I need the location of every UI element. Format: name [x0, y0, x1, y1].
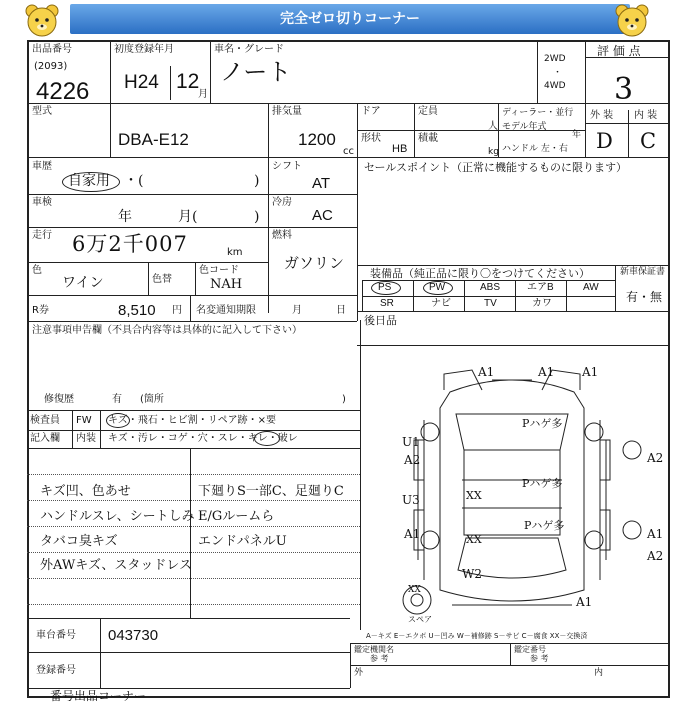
repair-value: 有	[112, 394, 122, 405]
fuel-value: ガソリン	[284, 254, 345, 272]
notes-title: 注意事項申告欄（不具合内容等は具体的に記入して下さい）	[32, 325, 302, 336]
remark-left-3: タバコ臭キズ	[40, 534, 118, 549]
warranty-value: 有・無	[626, 290, 663, 304]
door-label: ドア	[361, 106, 381, 117]
disp-unit: cc	[343, 146, 354, 157]
mascot-right-icon	[612, 2, 652, 40]
history-label: 車歴	[32, 161, 52, 172]
name-label: 車名・グレード	[214, 44, 284, 55]
disp-label: 排気量	[272, 106, 302, 117]
color-value: ワイン	[62, 275, 104, 291]
remark-right-3: エンドパネルU	[198, 534, 287, 549]
dmg-a1-1: A1	[478, 365, 495, 379]
reg-no-label: 登録番号	[36, 665, 76, 676]
car-diagram	[362, 350, 667, 630]
dmg-u1: U1	[402, 435, 420, 449]
equip-navi: ナビ	[431, 298, 451, 309]
inspector-row2-items: キズ・汚レ・コゲ・穴・スレ・キレ・破レ	[108, 433, 298, 444]
notice-day: 日	[336, 305, 346, 316]
dmg-paint-2: Pハゲ多	[522, 477, 563, 490]
equip-aw: AW	[583, 282, 599, 293]
cert-label: 鑑定機関名	[354, 645, 394, 654]
capacity-unit: 人	[488, 121, 498, 132]
cert-no-label: 鑑定番号	[514, 645, 546, 654]
model-label: 型式	[32, 106, 52, 117]
recycle-label: R券	[32, 305, 49, 316]
dmg-a2-left: A2	[404, 453, 421, 467]
dmg-xx-3: XX	[408, 585, 421, 595]
dmg-a1-rear: A1	[576, 595, 593, 609]
inspection-label: 車検	[32, 197, 52, 208]
capacity-label: 定員	[418, 106, 438, 117]
grade-label: 評 価 点	[597, 44, 641, 58]
equip-sr: SR	[380, 298, 394, 309]
int-grade-label: 内 装	[634, 110, 658, 121]
cert-sub: 参 考	[370, 654, 389, 663]
load-label: 積載	[418, 133, 438, 144]
ext-grade: D	[596, 129, 613, 153]
mileage-value: 6万2千007	[72, 232, 188, 256]
disp-value: 1200	[298, 130, 336, 149]
repair-place: (箇所	[140, 394, 164, 405]
insp-close: )	[254, 209, 260, 225]
chassis-value: 043730	[108, 627, 159, 644]
damage-legend: A－キズ E－エクボ U－凹み W－補修跡 S－サビ C－腐食 XX－交換済	[366, 632, 588, 640]
dmg-a1-3: A1	[582, 365, 599, 379]
kizu-circle	[106, 413, 130, 428]
bottom-int: 内	[594, 668, 604, 678]
shift-label: シフト	[272, 161, 302, 172]
grade-value: 3	[614, 72, 634, 107]
lot-sub: (2093)	[34, 61, 68, 72]
chassis-label: 車台番号	[36, 630, 76, 641]
rear-label: 後日品	[364, 314, 397, 327]
repair-label: 修復歴	[44, 394, 74, 405]
shape-label: 形状	[361, 133, 381, 144]
insp-month: 月(	[178, 209, 198, 225]
warranty-label: 新車保証書	[620, 267, 666, 277]
dmg-w2: W2	[462, 567, 482, 581]
inspector-row2-code: 内装	[76, 433, 96, 444]
color-code-label: 色コード	[199, 265, 239, 276]
dmg-a1-2: A1	[538, 365, 555, 379]
equipment-title: 装備品（純正品に限り〇をつけてください）	[370, 267, 590, 280]
color-code-value: NAH	[210, 277, 243, 292]
equip-airbag: エアB	[527, 282, 554, 293]
aircon-value: AC	[312, 207, 333, 224]
car-name: ノート	[220, 58, 292, 86]
remark-right-2: E/Gルームら	[198, 509, 275, 524]
fuel-label: 燃料	[272, 230, 292, 241]
equip-ps: PS	[378, 282, 392, 293]
equip-leather: カワ	[532, 298, 552, 309]
dmg-a2-bottom: A2	[647, 549, 664, 563]
load-unit: kg	[488, 147, 499, 157]
color-change-label: 色替	[152, 274, 172, 285]
equip-pw: PW	[429, 282, 446, 293]
inspector-row2-label: 記入欄	[30, 433, 60, 444]
reg-label: 初度登録年月	[114, 44, 174, 55]
remark-left-2: ハンドルスレ、シートしみ	[40, 509, 195, 524]
dealer-label: ディーラー・並行	[502, 108, 574, 118]
notice-month: 月	[292, 305, 302, 316]
reg-month-unit: 月	[198, 89, 208, 100]
remark-left-4: 外AWキズ、スタッドレス	[40, 558, 192, 573]
dmg-xx-2: XX	[466, 533, 482, 546]
mileage-unit: km	[227, 247, 243, 258]
repair-close: )	[342, 394, 346, 405]
reg-month: 12	[176, 70, 200, 93]
recycle-unit: 円	[172, 305, 182, 316]
model-year-label: モデル年式	[502, 122, 547, 132]
inspector-row1-code: FW	[76, 415, 92, 426]
banner-title: 完全ゼロ切りコーナー	[70, 4, 630, 34]
sales-title: セールスポイント（正常に機能するものに限ります）	[364, 161, 628, 174]
equip-abs: ABS	[480, 282, 501, 293]
drive-2wd: 2WD	[544, 54, 566, 64]
ext-grade-label: 外 装	[590, 110, 614, 121]
history-rest: ・(	[124, 173, 144, 189]
model-value: DBA-E12	[118, 130, 189, 149]
spare-label: スペア	[408, 615, 432, 624]
lot-label: 出品番号	[32, 44, 72, 55]
sure-circle	[254, 431, 280, 446]
model-year-unit: 年	[572, 130, 582, 140]
cut-text: 番号出品コーナー	[50, 689, 147, 703]
remark-right-1: 下廻りS一部C、足廻りC	[198, 484, 344, 499]
bottom-ext: 外	[354, 668, 364, 678]
history-close: )	[254, 173, 260, 189]
notice-label: 名変通知期限	[196, 305, 256, 316]
lot-number: 4226	[36, 78, 90, 105]
dmg-a1-right: A1	[647, 527, 664, 541]
dmg-a1-left: A1	[404, 527, 421, 541]
reg-era: H24	[124, 72, 159, 93]
dmg-a2-right: A2	[647, 451, 664, 465]
insp-year: 年	[118, 209, 132, 225]
handle-label: ハンドル 左・右	[502, 144, 568, 154]
dmg-paint-1: Pハゲ多	[522, 417, 563, 430]
remark-left-1: キズ凹、色あせ	[40, 484, 131, 499]
drive-4wd: 4WD	[544, 81, 566, 91]
dmg-u3: U3	[402, 493, 420, 507]
aircon-label: 冷房	[272, 197, 292, 208]
mascot-left-icon	[22, 2, 62, 40]
shape-value: HB	[392, 143, 408, 155]
inspector-row1-label: 検査員	[30, 415, 60, 426]
int-grade: C	[640, 129, 657, 153]
inspector-row1-items: キズ・飛石・ヒビ割・リペア跡・×要	[108, 415, 276, 426]
recycle-value: 8,510	[118, 302, 156, 319]
drive-dot: ・	[553, 68, 563, 78]
dmg-paint-3: Pハゲ多	[524, 519, 565, 532]
cert-no-sub: 参 考	[530, 654, 549, 663]
dmg-xx-1: XX	[466, 489, 482, 502]
color-label: 色	[32, 265, 42, 276]
shift-value: AT	[312, 175, 331, 192]
equip-tv: TV	[484, 298, 497, 309]
history-value: 自家用	[68, 173, 110, 189]
mileage-label: 走行	[32, 230, 52, 241]
